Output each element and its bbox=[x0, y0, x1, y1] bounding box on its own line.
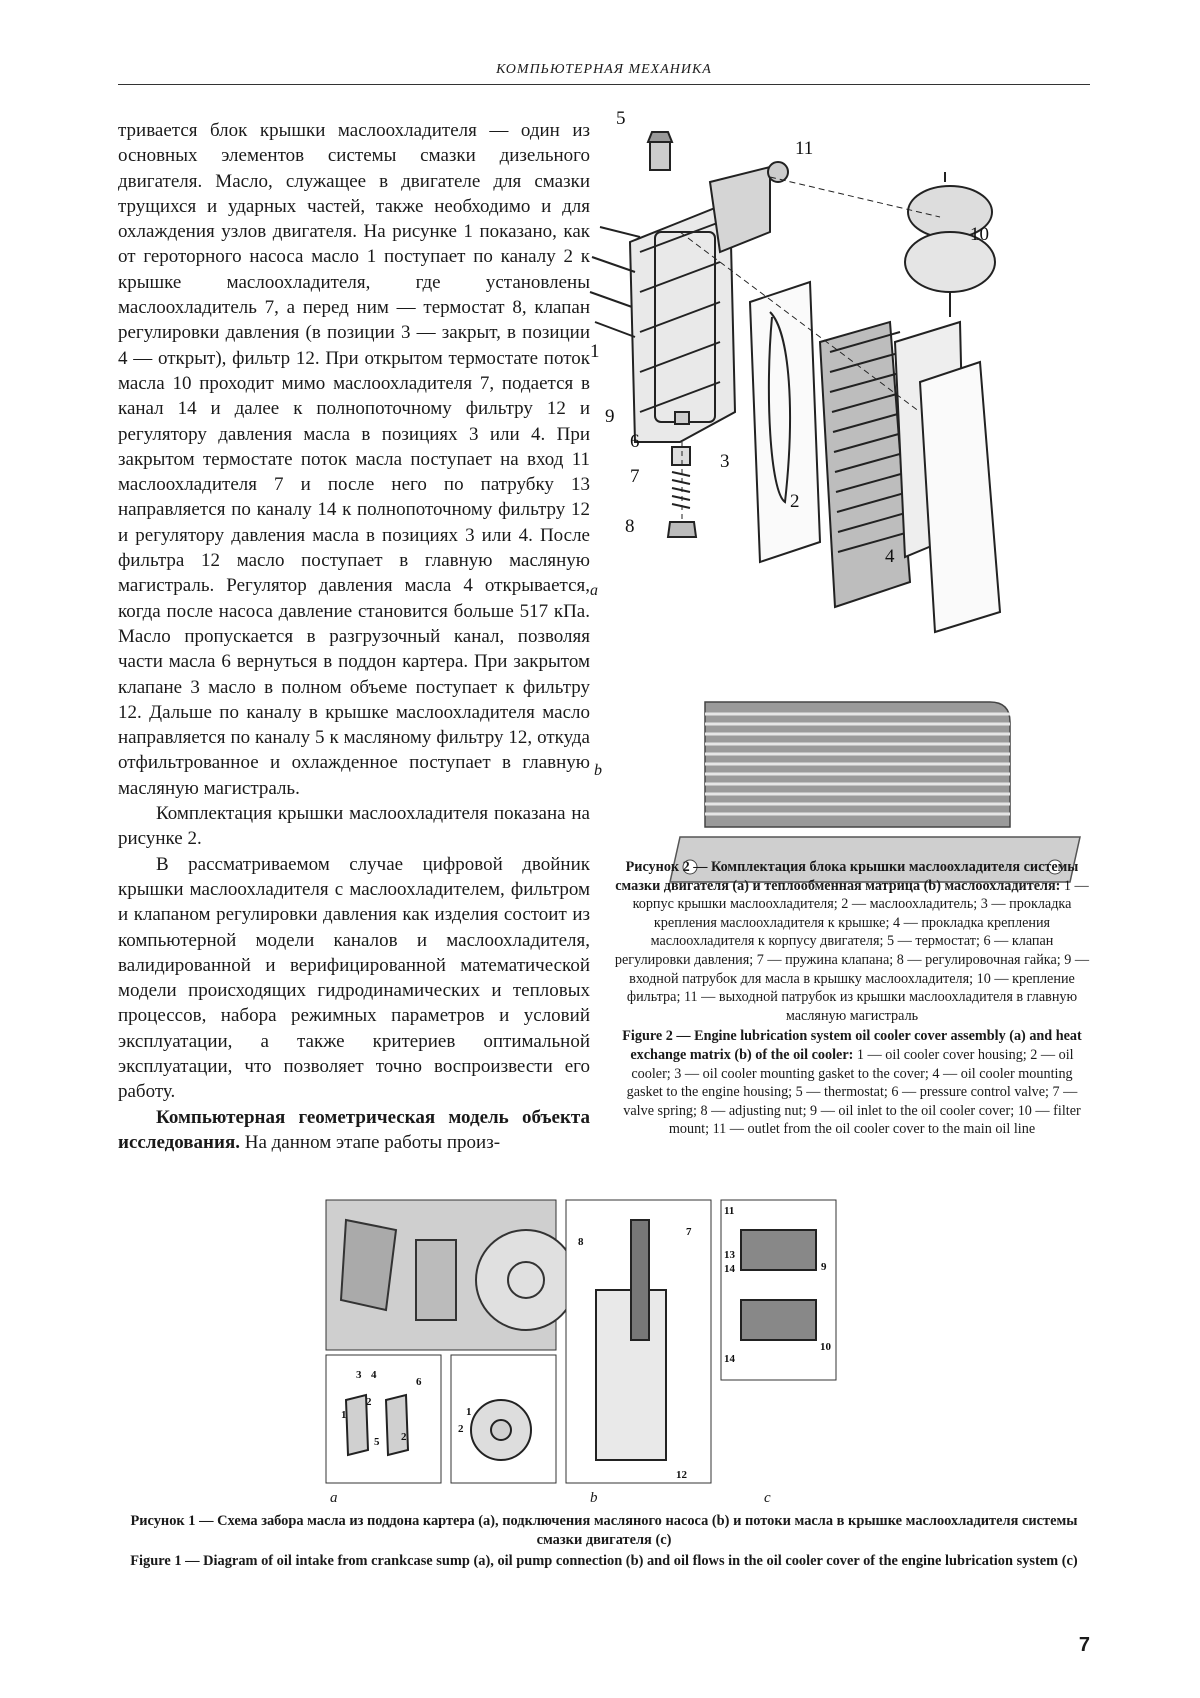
page-number: 7 bbox=[1079, 1634, 1090, 1657]
part-label: 2 bbox=[790, 491, 800, 512]
callout: 5 bbox=[374, 1436, 380, 1448]
callout: 2 bbox=[401, 1431, 407, 1443]
callout: 6 bbox=[416, 1376, 422, 1388]
figure-1-caption bbox=[118, 1512, 1090, 1571]
fig1-panel-label-a: a bbox=[330, 1490, 338, 1507]
paragraph: Комплектация крышки маслоохладителя показана на рисунке 2. bbox=[118, 801, 590, 852]
part-label: 10 bbox=[970, 224, 989, 245]
running-header bbox=[118, 62, 1090, 85]
running-title: КОМПЬЮТЕРНАЯ МЕХАНИКА bbox=[496, 62, 712, 77]
section-heading: Компьютерная геометрическая модель объекта исследования. bbox=[118, 1107, 590, 1153]
part-label: 4 bbox=[885, 546, 895, 567]
panel-label-a: a bbox=[590, 582, 598, 600]
callout: 10 bbox=[820, 1341, 832, 1353]
caption-en-title: Figure 2 — Engine lubrication system oil cooler cover assembly (a) and heat exchange matrix (b) of the oil cooler: bbox=[622, 1028, 1082, 1063]
figure-2a-exploded-view bbox=[620, 112, 1100, 642]
callout: 11 bbox=[724, 1205, 734, 1217]
callout: 12 bbox=[676, 1469, 688, 1481]
callout: 1 bbox=[341, 1409, 347, 1421]
callout: 1 bbox=[466, 1406, 472, 1418]
part-label: 7 bbox=[630, 466, 640, 487]
callout: 14 bbox=[724, 1353, 736, 1365]
caption-ru-title: Рисунок 2 — Комплектация блока крышки маслоохладителя системы смазки двигателя (a) и теплообменная матрица (b) маслоохладителя: bbox=[615, 859, 1078, 894]
callout: 3 bbox=[356, 1369, 362, 1381]
figure-2 bbox=[620, 112, 1100, 872]
caption-ru bbox=[612, 858, 1092, 1025]
figure-1-illustration bbox=[326, 1200, 886, 1490]
caption-en bbox=[612, 1027, 1092, 1139]
part-label: 9 bbox=[605, 406, 615, 427]
section-paragraph bbox=[118, 1105, 590, 1156]
paragraph: тривается блок крышки маслоохладителя — один из основных элементов системы смазки дизельного двигателя. Масло, служащее в двигателе для смазки трущихся и ударных частей, также необходимо и для охлаждения узлов двигателя. На рисунке 1 показано, как от героторного насоса масло 1 поступает по каналу 2 к крышке маслоохладителя, где установлены маслоохладитель 7, а перед ним — термостат 8, клапан регулировки давления (в позиции 3 — закрыт, в позиции 4 — открыт), фильтр 12. При открытом термостате поток масла 10 проходит мимо маслоохладителя 7, подается в канал 14 и далее к полнопоточному фильтру 12 и регулятору давления масла в позициях 3 или 4. При закрытом термостате поток масла поступает на вход 11 маслоохладителя 7 и после него по патрубку 13 направляется по каналу 14 к полнопоточному фильтру 12 и регулятору давления масла в позициях 3 или 4. После фильтра 12 масло поступает в главную масляную магистраль. Регулятор давления масла 4 открывается, когда после насоса давление становится больше 517 кПа. Масло пропускается в разгрузочный канал, позволяя части масла 6 вернуться в поддон картера. При закрытом клапане 3 масло в полном объеме поступает к фильтру 12. Дальше по каналу в крышке маслоохладителя масло направляется по каналу 5 к масляному фильтру 12, откуда отфильтрованное и охлажденное поступает в главную масляную магистраль. bbox=[118, 118, 590, 801]
body-text-column bbox=[118, 118, 590, 1155]
part-label: 8 bbox=[625, 516, 635, 537]
caption-en: Figure 1 — Diagram of oil intake from crankcase sump (a), oil pump connection (b) and oil flows in the oil cooler cover of the engine lubrication system (c) bbox=[118, 1552, 1090, 1571]
part-label: 6 bbox=[630, 431, 640, 452]
panel-label-b: b bbox=[594, 762, 602, 780]
section-continuation: На данном этапе работы произ- bbox=[240, 1132, 500, 1153]
fig1-panel-label-b: b bbox=[590, 1490, 598, 1507]
callout: 8 bbox=[578, 1236, 584, 1248]
callout: 2 bbox=[366, 1396, 372, 1408]
caption-ru: Рисунок 1 — Схема забора масла из поддона картера (a), подключения масляного насоса (b) и потоки масла в крышке маслоохладителя системы смазки двигателя (c) bbox=[118, 1512, 1090, 1550]
part-label: 3 bbox=[720, 451, 730, 472]
callout: 14 bbox=[724, 1263, 736, 1275]
callout: 13 bbox=[724, 1249, 736, 1261]
caption-ru-legend: 1 — корпус крышки маслоохладителя; 2 — маслоохладитель; 3 — прокладка крепления маслоохладителя к крышке; 4 — прокладка крепления маслоохладителя к корпусу двигателя; 5 — термостат; 6 — клапан регулировки давления; 7 — пружина клапана; 8 — регулировочная гайка; 9 — входной патрубок для масла в крышку маслоохладителя; 10 — крепление фильтра; 11 — выходной патрубок из крышки маслоохладителя в главную масляную магистраль bbox=[615, 878, 1089, 1024]
callout: 9 bbox=[821, 1261, 827, 1273]
caption-en-legend: 1 — oil cooler cover housing; 2 — oil cooler; 3 — oil cooler mounting gasket to the cover; 4 — oil cooler mounting gasket to the engine housing; 5 — thermostat; 6 — pressure control valve; 7 — valve spring; 8 — adjusting nut; 9 — oil inlet to the oil cooler cover; 10 — filter mount; 11 — outlet from the oil cooler cover to the main oil line bbox=[623, 1047, 1080, 1137]
part-label: 11 bbox=[795, 138, 813, 159]
callout: 2 bbox=[458, 1423, 464, 1435]
paragraph: В рассматриваемом случае цифровой двойник крышки маслоохладителя с маслоохладителем, фильтром и клапаном регулировки давления как изделия состоит из компьютерной модели каналов и маслоохладителя, валидированной и верифицированной математической модели происходящих гидродинамических и тепловых процессов, набора режимных параметров и условий эксплуатации, а также критериев оптимальной эксплуатации, что позволяет точно воспроизвести его работу. bbox=[118, 852, 590, 1105]
part-label: 1 bbox=[590, 341, 600, 362]
callout: 4 bbox=[371, 1369, 377, 1381]
part-label: 5 bbox=[616, 108, 626, 129]
callout: 7 bbox=[686, 1226, 692, 1238]
fig1-panel-label-c: c bbox=[764, 1490, 771, 1507]
figure-2-caption bbox=[612, 858, 1092, 1139]
